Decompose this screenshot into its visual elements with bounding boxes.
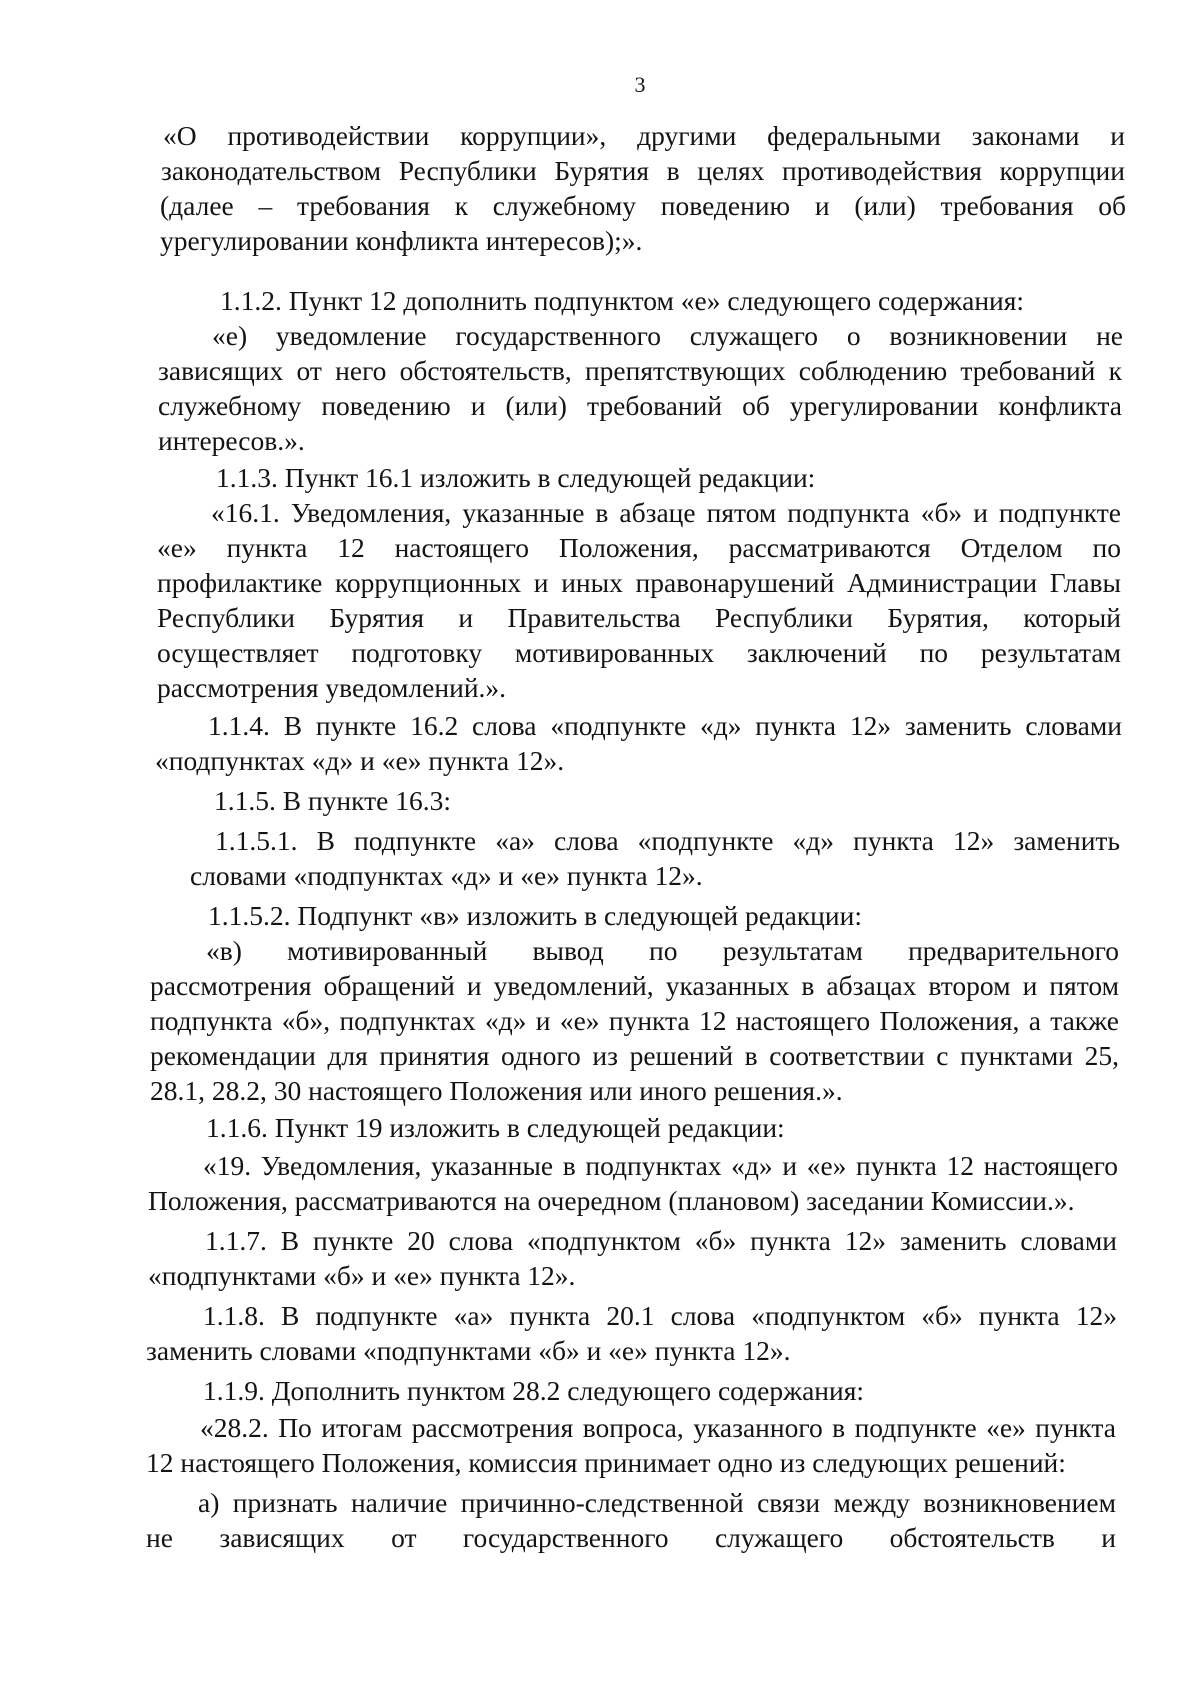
text-line: «16.1. Уведомления, указанные в абзаце пятом подпункта «б» и подпункте bbox=[211, 497, 1121, 528]
page-number: 3 bbox=[634, 72, 646, 97]
text-line: 1.1.3. Пункт 16.1 изложить в следующей редакции: bbox=[216, 462, 816, 493]
text-line: 1.1.7. В пункте 20 слова «подпунктом «б» пункта 12» заменить словами bbox=[205, 1225, 1117, 1256]
text-line: 28.1, 28.2, 30 настоящего Положения или иного решения.». bbox=[150, 1075, 843, 1106]
text-line: профилактике коррупционных и иных правонарушений Администрации Главы bbox=[157, 567, 1121, 598]
text-line: урегулировании конфликта интересов);». bbox=[160, 225, 643, 256]
text-line: подпункта «б», подпунктах «д» и «е» пункта 12 настоящего Положения, а также bbox=[150, 1005, 1119, 1036]
text-line: 1.1.8. В подпункте «а» пункта 20.1 слова «подпунктом «б» пункта 12» bbox=[203, 1300, 1117, 1331]
text-line: 1.1.5.2. Подпункт «в» изложить в следующей редакции: bbox=[208, 900, 862, 931]
text-line: 1.1.5.1. В подпункте «а» слова «подпункте «д» пункта 12» заменить bbox=[215, 825, 1120, 856]
text-line: Республики Бурятия и Правительства Республики Бурятия, который bbox=[157, 602, 1121, 633]
text-line: (далее – требования к служебному поведению и (или) требования об bbox=[160, 190, 1126, 221]
text-line: законодательством Республики Бурятия в целях противодействия коррупции bbox=[161, 155, 1125, 186]
text-line: осуществляет подготовку мотивированных заключений по результатам bbox=[157, 637, 1121, 668]
text-line: «подпунктах «д» и «е» пункта 12». bbox=[155, 745, 565, 776]
text-line: 1.1.5. В пункте 16.3: bbox=[214, 785, 452, 816]
text-line: словами «подпунктах «д» и «е» пункта 12». bbox=[190, 860, 703, 891]
text-line: служебному поведению и (или) требований об урегулировании конфликта bbox=[158, 390, 1122, 421]
text-line: 1.1.6. Пункт 19 изложить в следующей редакции: bbox=[206, 1112, 785, 1143]
text-line: Положения, рассматриваются на очередном (плановом) заседании Комиссии.». bbox=[148, 1185, 1075, 1216]
text-line: 1.1.9. Дополнить пунктом 28.2 следующего содержания: bbox=[203, 1375, 864, 1406]
text-line: «е» пункта 12 настоящего Положения, рассматриваются Отделом по bbox=[157, 532, 1121, 563]
text-line: «О противодействии коррупции», другими федеральными законами и bbox=[163, 120, 1125, 151]
text-line: «е) уведомление государственного служащего о возникновении не bbox=[212, 320, 1123, 351]
text-line: зависящих от него обстоятельств, препятствующих соблюдению требований к bbox=[158, 355, 1122, 386]
text-line: 1.1.4. В пункте 16.2 слова «подпункте «д» пункта 12» заменить словами bbox=[208, 710, 1122, 741]
text-line: «19. Уведомления, указанные в подпунктах «д» и «е» пункта 12 настоящего bbox=[203, 1150, 1118, 1181]
text-line: рекомендации для принятия одного из решений в соответствии с пунктами 25, bbox=[150, 1040, 1119, 1071]
text-line: не зависящих от государственного служащего обстоятельств и bbox=[146, 1522, 1116, 1553]
text-line: интересов.». bbox=[158, 425, 305, 456]
text-line: «28.2. По итогам рассмотрения вопроса, указанного в подпункте «е» пункта bbox=[200, 1412, 1116, 1443]
text-line: 1.1.2. Пункт 12 дополнить подпунктом «е» следующего содержания: bbox=[220, 285, 1025, 316]
text-line: заменить словами «подпунктами «б» и «е» пункта 12». bbox=[146, 1335, 791, 1366]
text-line: 12 настоящего Положения, комиссия принимает одно из следующих решений: bbox=[146, 1447, 1066, 1478]
text-line: а) признать наличие причинно-следственной связи между возникновением bbox=[198, 1487, 1116, 1518]
text-line: рассмотрения уведомлений.». bbox=[157, 672, 507, 703]
text-line: рассмотрения обращений и уведомлений, указанных в абзацах втором и пятом bbox=[150, 970, 1119, 1001]
text-line: «в) мотивированный вывод по результатам предварительного bbox=[206, 935, 1119, 966]
text-line: «подпунктами «б» и «е» пункта 12». bbox=[148, 1260, 576, 1291]
